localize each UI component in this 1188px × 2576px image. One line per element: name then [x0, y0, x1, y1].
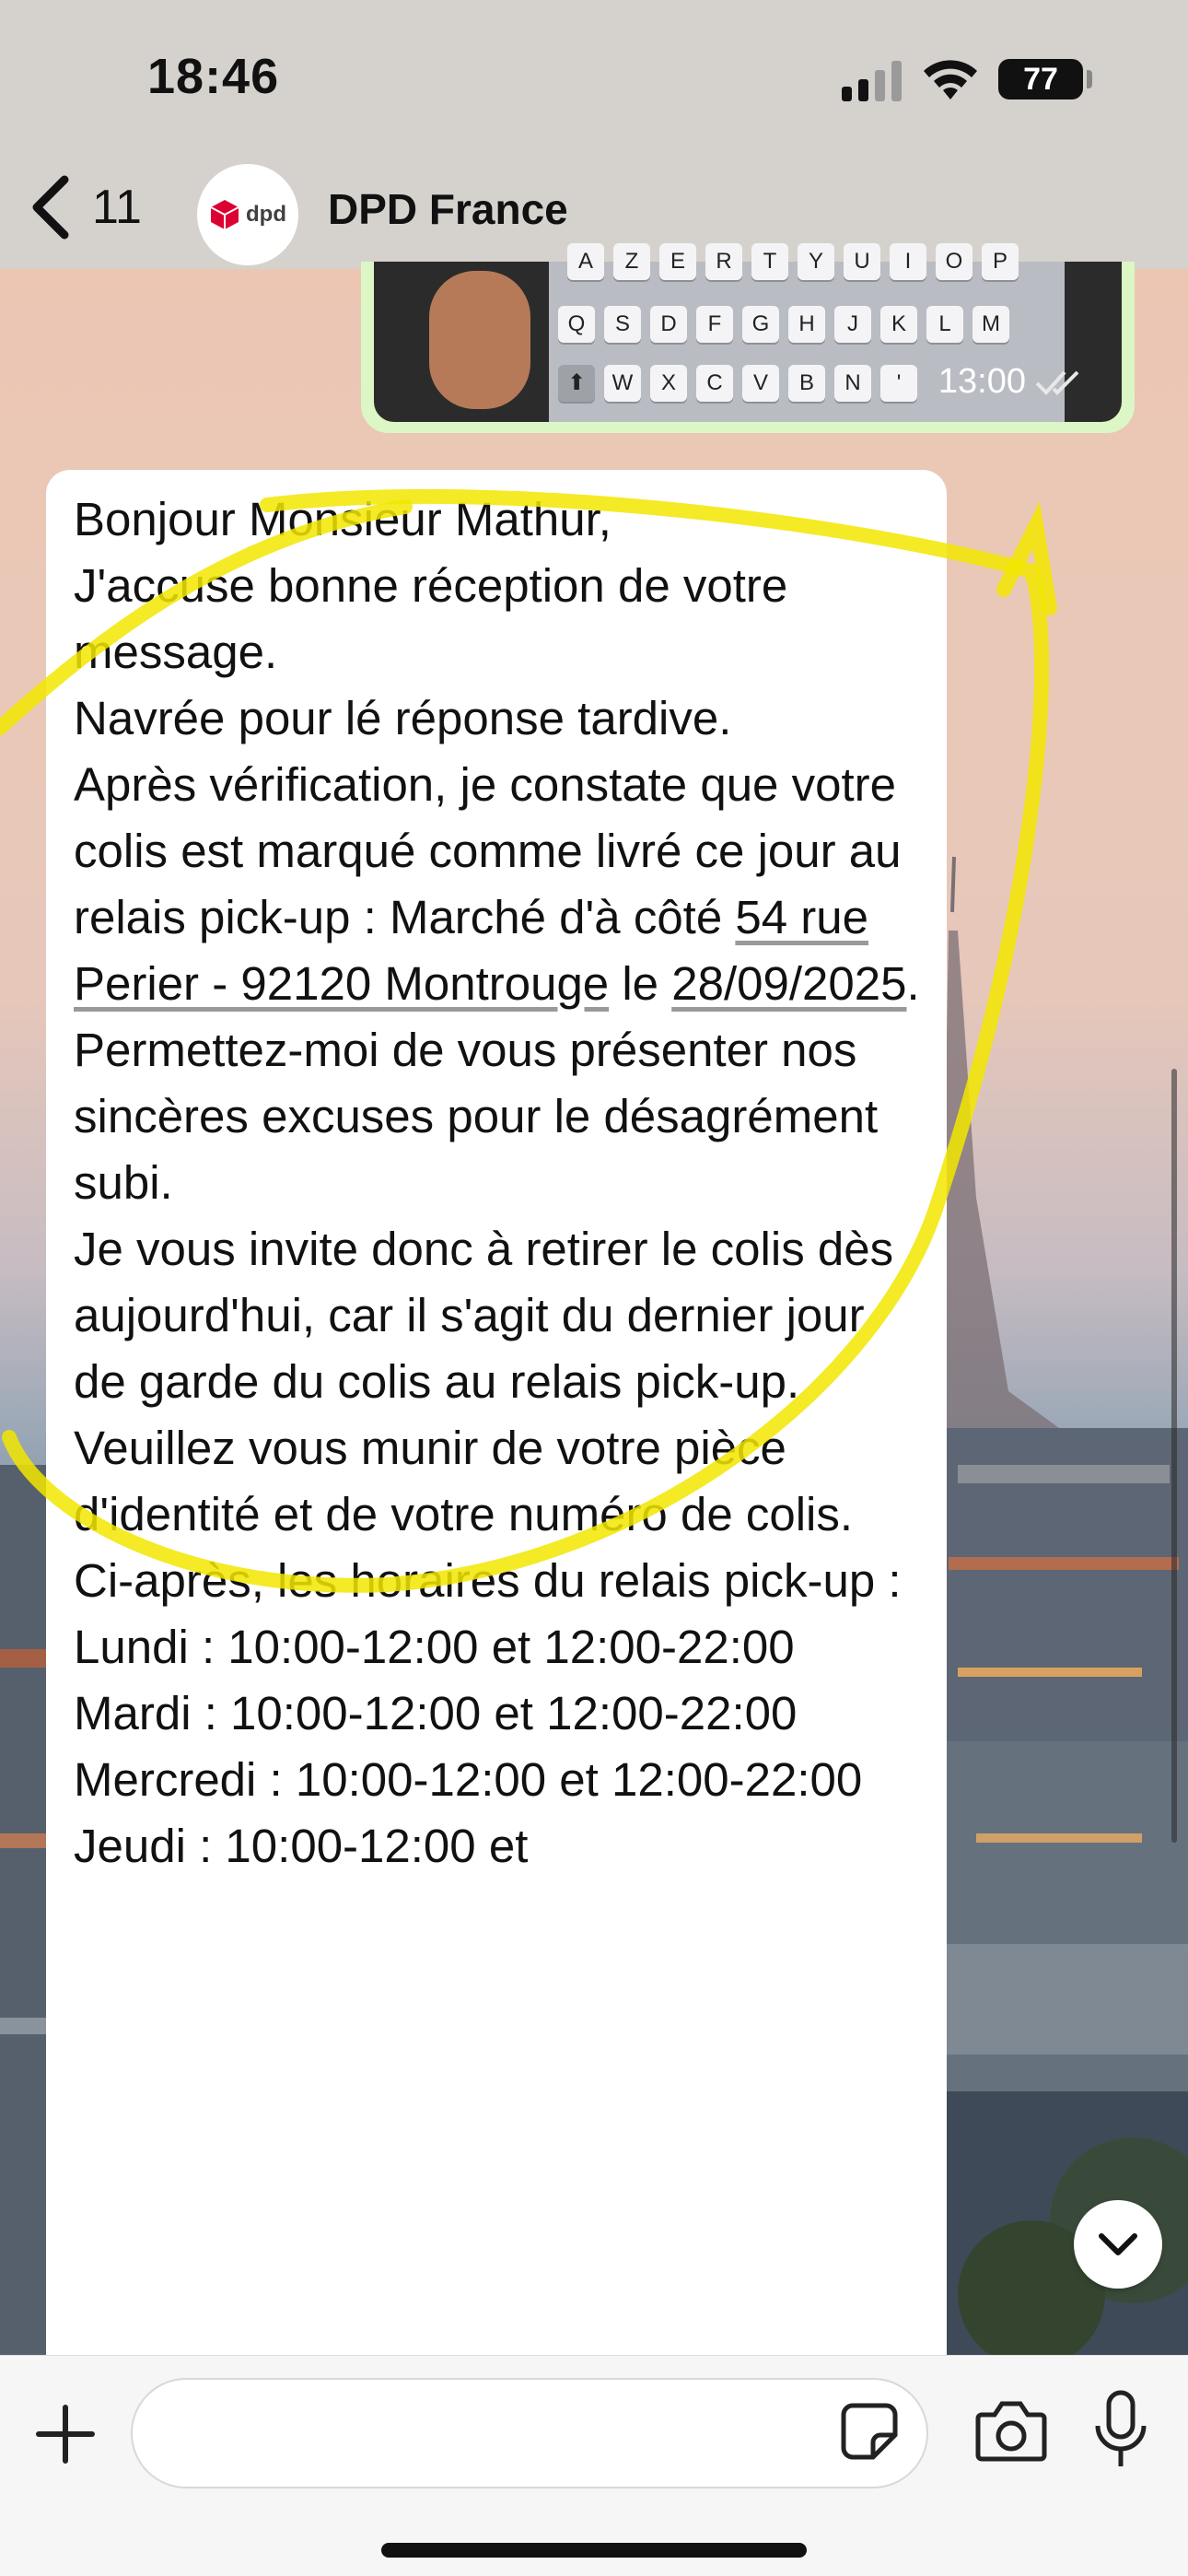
message-time-text: 13:00: [938, 362, 1026, 401]
shift-key-icon: ⬆: [558, 365, 595, 402]
status-time: 18:46: [147, 49, 280, 104]
key: U: [844, 243, 880, 280]
battery-cap: [1087, 70, 1092, 88]
key: A: [567, 243, 604, 280]
wifi-icon: [921, 57, 980, 101]
double-check-icon: [1035, 369, 1085, 396]
unread-count: 11: [92, 181, 142, 234]
key: N: [834, 365, 871, 402]
key: R: [705, 243, 742, 280]
key: L: [926, 306, 963, 343]
message-text: [74, 486, 925, 1879]
contact-avatar[interactable]: [197, 164, 298, 265]
message-body-start: Bonjour Monsieur Mathur, J'accuse bonne réception de votre message. Navrée pour lé réponse tardive. Après vérification, je constate que votre colis est marqué comme livré ce jour au relais pick-up : Marché d'à côté: [74, 493, 902, 943]
address-link[interactable]: 54 rue Perier - 92120 Montrouge: [74, 891, 868, 1010]
key: V: [742, 365, 779, 402]
key: H: [788, 306, 825, 343]
key: B: [788, 365, 825, 402]
key: X: [650, 365, 687, 402]
key: S: [604, 306, 641, 343]
battery-indicator: 77: [998, 59, 1083, 100]
sent-photo[interactable]: [374, 249, 1122, 422]
back-button[interactable]: [28, 166, 166, 249]
home-indicator[interactable]: [381, 2543, 807, 2558]
key: Y: [798, 243, 834, 280]
key: Z: [613, 243, 650, 280]
message-time: [938, 362, 1085, 402]
message-body-end: . Permettez-moi de vous présenter nos sincères excuses pour le désagrément subi. Je vous invite donc à retirer le colis dès aujourd'hui, car il s'agit du dernier jour de garde du colis au relais pick-up. Veuillez vous munir de votre pièce d'identité et de votre numéro de colis. Ci-après, les horaires du relais pick-up : Lundi : 10:00-12:00 et 12:00-22:00 Mardi : 10:00-12:00 et 12:00-22:00 Mercredi : 10:00-12:00 et 12:00-22:00 Jeudi : 10:00-12:00 et: [74, 957, 920, 1872]
key: O: [936, 243, 973, 280]
avatar-logo-text: dpd: [246, 202, 286, 227]
chevron-left-icon: [28, 174, 72, 240]
sticker-icon[interactable]: [840, 2402, 899, 2461]
key: K: [880, 306, 917, 343]
cellular-signal-icon: [842, 61, 906, 101]
message-input[interactable]: [131, 2378, 928, 2488]
key: I: [890, 243, 926, 280]
scrollbar[interactable]: [1171, 1069, 1177, 1843]
chevron-down-icon: [1098, 2231, 1138, 2258]
received-message[interactable]: [46, 470, 947, 2405]
key: G: [742, 306, 779, 343]
key: C: [696, 365, 733, 402]
finger-in-photo: [429, 271, 530, 409]
date-link[interactable]: 28/09/2025: [671, 957, 907, 1010]
key: T: [751, 243, 788, 280]
top-bar: [0, 0, 1188, 269]
key: P: [982, 243, 1019, 280]
plus-icon[interactable]: [33, 2402, 98, 2466]
scroll-to-bottom-button[interactable]: [1074, 2200, 1162, 2289]
contact-name[interactable]: DPD France: [328, 185, 568, 233]
key: W: [604, 365, 641, 402]
key: J: [834, 306, 871, 343]
key: M: [973, 306, 1009, 343]
key: ': [880, 365, 917, 402]
microphone-icon[interactable]: [1090, 2389, 1151, 2472]
sent-image-message[interactable]: [361, 249, 1135, 433]
key: E: [659, 243, 696, 280]
key: Q: [558, 306, 595, 343]
dpd-cube-icon: [209, 198, 240, 231]
camera-icon[interactable]: [974, 2396, 1048, 2466]
key: D: [650, 306, 687, 343]
key: F: [696, 306, 733, 343]
message-body-mid: le: [609, 957, 672, 1010]
